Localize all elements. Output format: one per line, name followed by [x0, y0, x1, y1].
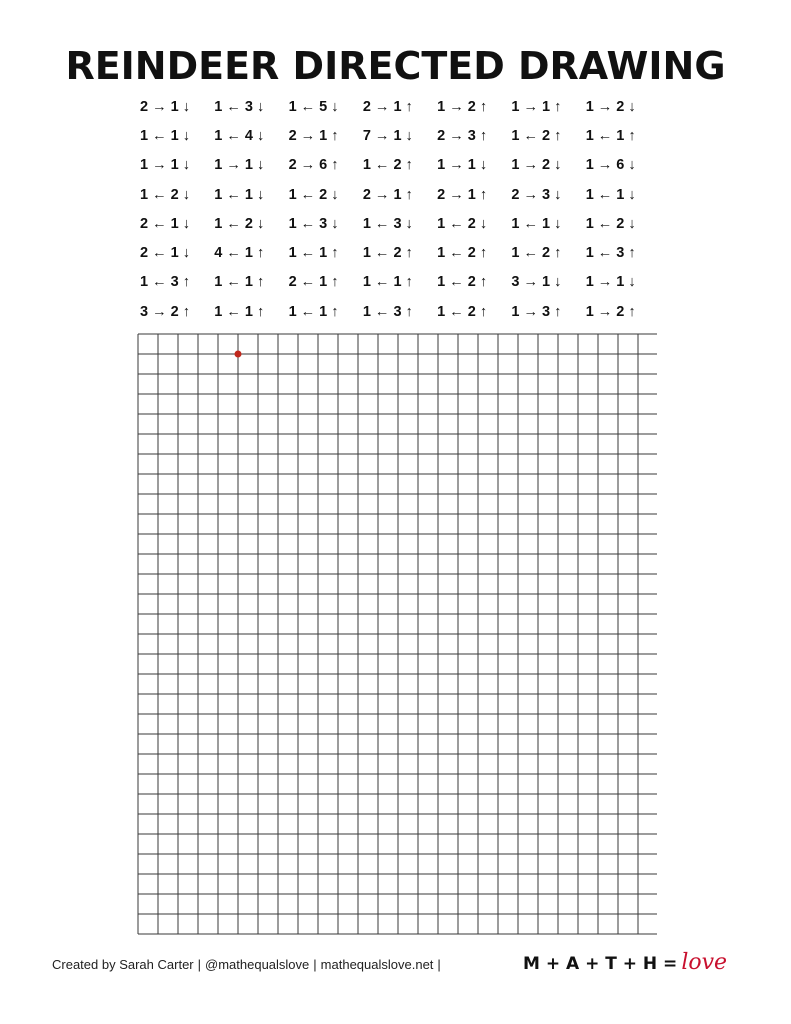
- math-equals-love-logo: [523, 950, 727, 975]
- instruction-step: 1 ← 2 ↑: [437, 303, 488, 320]
- drawing-grid: [137, 333, 657, 945]
- instruction-row: [140, 151, 660, 180]
- instruction-row: [140, 121, 660, 150]
- instruction-step: 1 ← 2 ↑: [437, 274, 488, 291]
- start-point-dot: [235, 351, 242, 358]
- instruction-step: 1 → 2 ↑: [437, 98, 488, 115]
- instruction-step: 1 ← 3 ↑: [362, 303, 413, 320]
- footer-separator: |: [197, 957, 202, 972]
- instruction-step: 1 ← 1 ↑: [585, 127, 636, 144]
- instruction-step: 1 ← 1 ↑: [362, 274, 413, 291]
- instruction-step: 1 ← 2 ↑: [511, 127, 562, 144]
- instruction-step: 1 ← 2 ↑: [511, 245, 562, 262]
- instruction-step: 2 → 3 ↑: [437, 127, 488, 144]
- instruction-step: 1 ← 2 ↓: [288, 186, 339, 203]
- footer-site: mathequalslove.net: [320, 957, 434, 972]
- instruction-step: 1 → 3 ↑: [511, 303, 562, 320]
- instruction-step: 2 → 1 ↑: [288, 127, 339, 144]
- instruction-step: 1 → 1 ↑: [511, 98, 562, 115]
- instruction-step: 1 ← 2 ↑: [362, 157, 413, 174]
- instruction-row: [140, 92, 660, 121]
- logo-love-text: love: [681, 950, 728, 975]
- instruction-step: 1 ← 3 ↓: [288, 215, 339, 232]
- instruction-step: 2 ← 1 ↑: [288, 274, 339, 291]
- instruction-step: 1 ← 3 ↓: [362, 215, 413, 232]
- instruction-step: 1 ← 1 ↑: [214, 274, 265, 291]
- instruction-step: 1 ← 4 ↓: [214, 127, 265, 144]
- instruction-step: 1 ← 3 ↓: [214, 98, 265, 115]
- instruction-step: 2 → 6 ↑: [288, 157, 339, 174]
- instruction-step: 1 ← 2 ↑: [437, 245, 488, 262]
- instruction-step: 1 ← 2 ↓: [214, 215, 265, 232]
- instruction-step: 1 → 1 ↓: [140, 157, 190, 174]
- instruction-step: 1 ← 1 ↓: [585, 186, 636, 203]
- instruction-step: 1 → 2 ↓: [585, 98, 636, 115]
- instruction-step: 1 → 1 ↓: [214, 157, 265, 174]
- instruction-step: 1 → 6 ↓: [585, 157, 636, 174]
- instruction-row: [140, 268, 660, 297]
- instruction-step: 1 → 1 ↓: [585, 274, 636, 291]
- instruction-step: 1 ← 1 ↑: [288, 245, 339, 262]
- instruction-step: 1 ← 3 ↑: [140, 274, 190, 291]
- instruction-row: [140, 297, 660, 326]
- footer-handle: @mathequalslove: [205, 957, 310, 972]
- instruction-step: 3 → 2 ↑: [140, 303, 190, 320]
- instruction-step: 1 ← 2 ↓: [585, 215, 636, 232]
- instruction-row: [140, 209, 660, 238]
- instruction-step: 1 → 1 ↓: [437, 157, 488, 174]
- footer-separator: |: [313, 957, 317, 972]
- instructions-table: [140, 92, 660, 326]
- instruction-step: 2 → 1 ↑: [437, 186, 488, 203]
- instruction-step: 2 ← 1 ↓: [140, 215, 190, 232]
- instruction-step: 1 ← 2 ↓: [437, 215, 488, 232]
- instruction-step: 7 → 1 ↓: [362, 127, 413, 144]
- footer-credit: Created by Sarah Carter: [52, 957, 194, 972]
- instruction-step: 1 ← 1 ↑: [288, 303, 339, 320]
- instruction-step: 1 ← 1 ↓: [140, 127, 190, 144]
- instruction-step: 2 ← 1 ↓: [140, 245, 190, 262]
- instruction-step: 3 → 1 ↓: [511, 274, 562, 291]
- instruction-step: 1 ← 1 ↓: [214, 186, 265, 203]
- instruction-step: 1 ← 2 ↑: [362, 245, 413, 262]
- instruction-step: 1 ← 1 ↓: [511, 215, 562, 232]
- instruction-row: [140, 238, 660, 267]
- footer: [52, 957, 445, 972]
- instruction-step: 1 → 2 ↓: [511, 157, 562, 174]
- instruction-step: 2 → 3 ↓: [511, 186, 562, 203]
- drawing-grid-container: [137, 333, 657, 950]
- page-title: REINDEER DIRECTED DRAWING: [65, 44, 726, 88]
- footer-separator: |: [437, 957, 441, 972]
- instruction-step: 2 → 1 ↑: [362, 186, 413, 203]
- instruction-step: 1 ← 2 ↓: [140, 186, 190, 203]
- instruction-step: 1 ← 5 ↓: [288, 98, 339, 115]
- instruction-step: 1 ← 1 ↑: [214, 303, 265, 320]
- logo-math-text: M + A + T + H =: [523, 954, 678, 974]
- instruction-step: 1 → 2 ↑: [585, 303, 636, 320]
- instruction-step: 2 → 1 ↓: [140, 98, 190, 115]
- instruction-step: 1 ← 3 ↑: [585, 245, 636, 262]
- instruction-step: 4 ← 1 ↑: [214, 245, 265, 262]
- instruction-row: [140, 180, 660, 209]
- instruction-step: 2 → 1 ↑: [362, 98, 413, 115]
